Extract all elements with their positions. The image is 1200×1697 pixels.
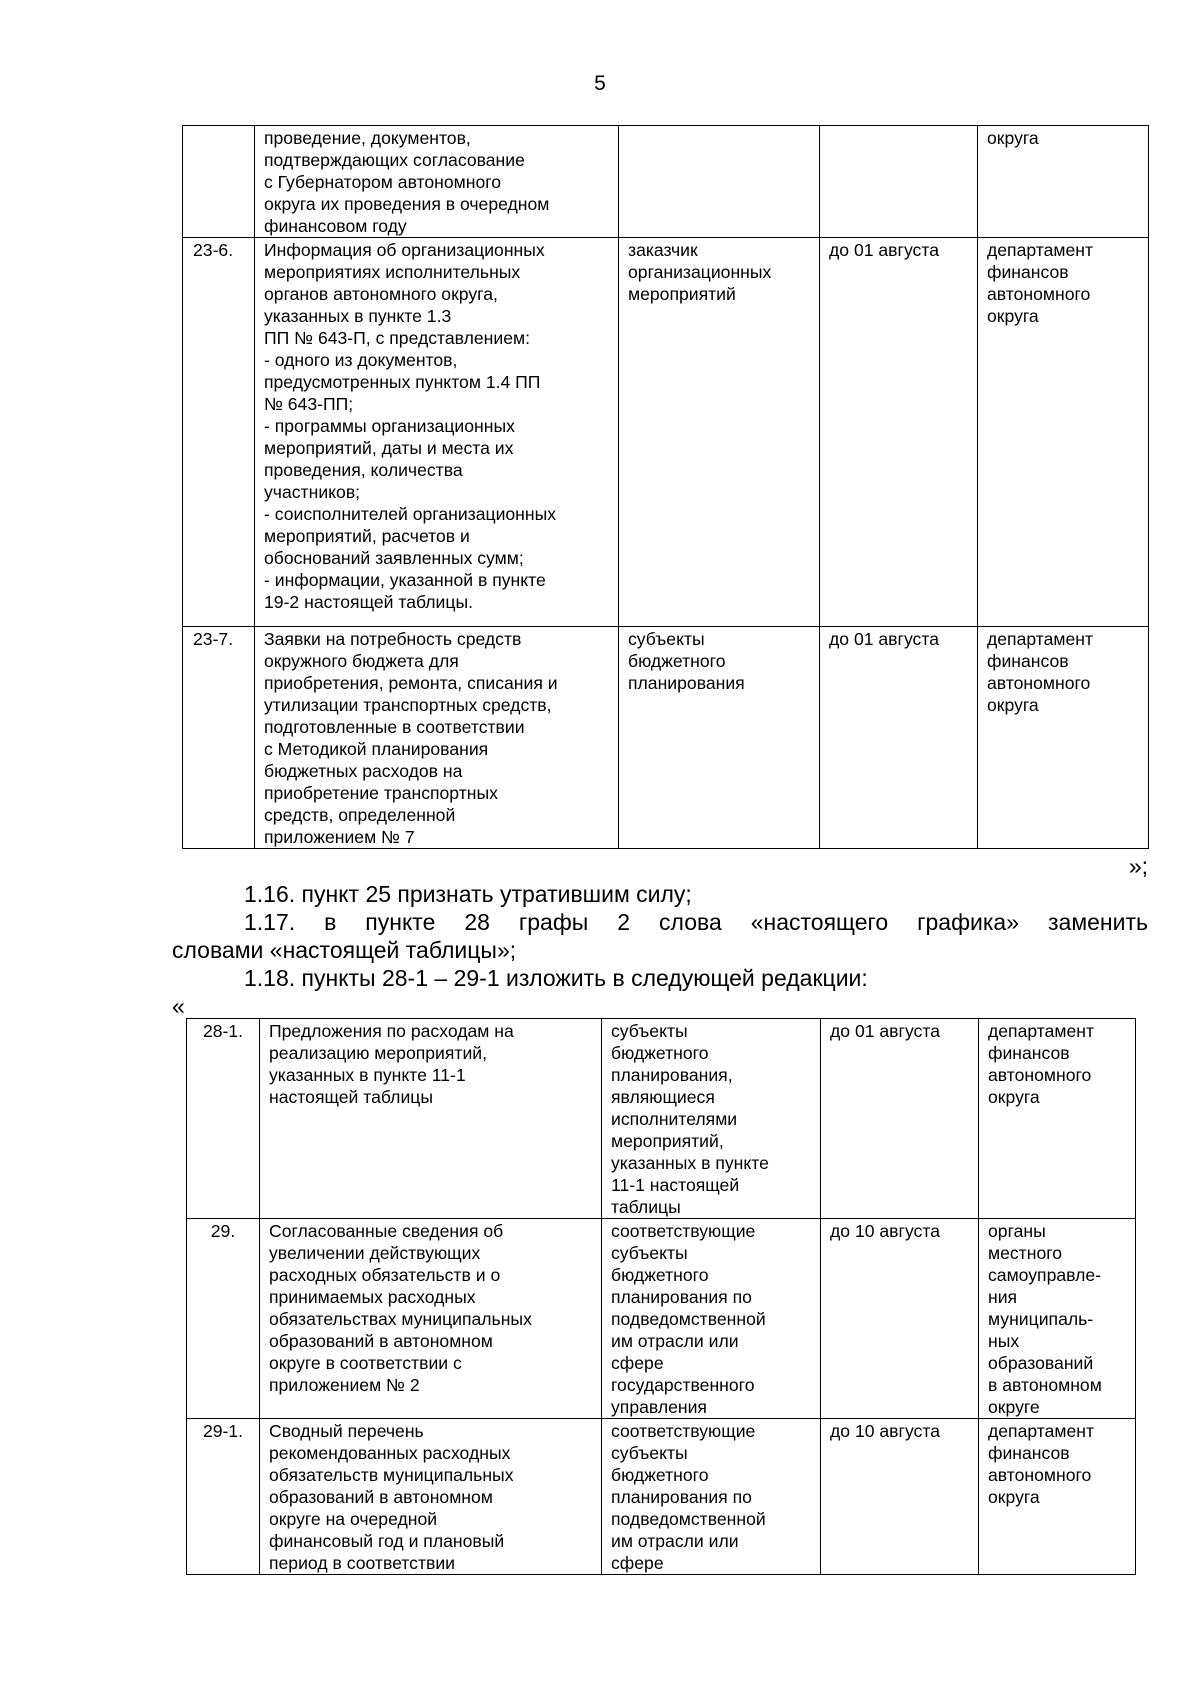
document-cell: Информация об организационных мероприятиях исполнительных органов автономного округа, указанных в пункте 1.3 ПП № 643-П, с представлением: - одного из документов, предусмотренных пунктом 1.4 ПП № 643-ПП; - программы организационных мероприятий, даты и места их проведения, количества участников; - соисполнителей организационных мероприятий, расчетов и обоснований заявленных сумм; - информации, указанной в пункте 19-2 настоящей таблицы. [255,238,619,627]
submitter-cell: соответствующие субъекты бюджетного планирования по подведомственной им отрасли или сфере [602,1419,821,1575]
closing-quote: »; [1128,853,1148,879]
table-row [183,238,1149,627]
deadline-cell: до 01 августа [821,1019,979,1219]
table-row [187,1019,1136,1219]
deadline-cell: до 10 августа [821,1419,979,1575]
recipient-cell: департамент финансов автономного округа [978,238,1149,627]
opening-quote: « [172,993,185,1019]
document-cell: Согласованные сведения об увеличении действующих расходных обязательств и о принимаемых расходных обязательствах муниципальных образований в автономном округе в соответствии с приложением № 2 [260,1219,602,1419]
document-cell: проведение, документов, подтверждающих согласование с Губернатором автономного округа их проведения в очередном финансовом году [255,126,619,238]
paragraph-1-18: 1.18. пункты 28-1 – 29-1 изложить в следующей редакции: [244,965,868,991]
recipient-cell: департамент финансов автономного округа [978,627,1149,849]
deadline-cell [820,126,978,238]
recipient-cell: округа [978,126,1149,238]
schedule-table-continuation [182,125,1149,849]
row-number [183,126,255,238]
row-number: 23-7. [183,627,255,849]
deadline-cell: до 10 августа [821,1219,979,1419]
submitter-cell: субъекты бюджетного планирования, являющиеся исполнителями мероприятий, указанных в пункте 11-1 настоящей таблицы [602,1019,821,1219]
table-row [183,126,1149,238]
submitter-cell: заказчик организационных мероприятий [619,238,820,627]
submitter-cell [619,126,820,238]
document-cell: Заявки на потребность средств окружного бюджета для приобретения, ремонта, списания и утилизации транспортных средств, подготовленные в соответствии с Методикой планирования бюджетных расходов на приобретение транспортных средств, определенной приложением № 7 [255,627,619,849]
row-number: 29-1. [187,1419,260,1575]
table-row [187,1419,1136,1575]
document-cell: Предложения по расходам на реализацию мероприятий, указанных в пункте 11-1 настоящей таблицы [260,1019,602,1219]
row-number: 23-6. [183,238,255,627]
table-row [187,1219,1136,1419]
page-number: 5 [594,72,606,95]
schedule-table-new-items [186,1018,1136,1575]
table-row [183,627,1149,849]
submitter-cell: соответствующие субъекты бюджетного планирования по подведомственной им отрасли или сфере государственного управления [602,1219,821,1419]
row-number: 29. [187,1219,260,1419]
submitter-cell: субъекты бюджетного планирования [619,627,820,849]
paragraph-1-16: 1.16. пункт 25 признать утратившим силу; [244,881,692,907]
recipient-cell: департамент финансов автономного округа [979,1419,1136,1575]
deadline-cell: до 01 августа [820,627,978,849]
deadline-cell: до 01 августа [820,238,978,627]
paragraph-1-17-line-1: 1.17. в пункте 28 графы 2 слова «настоящего графика» заменить [244,909,1148,935]
document-cell: Сводный перечень рекомендованных расходных обязательств муниципальных образований в автономном округе на очередной финансовый год и плановый период в соответствии [260,1419,602,1575]
recipient-cell: департамент финансов автономного округа [979,1019,1136,1219]
row-number: 28-1. [187,1019,260,1219]
recipient-cell: органы местного самоуправле- ния муниципаль- ных образований в автономном округе [979,1219,1136,1419]
paragraph-1-17-line-2: словами «настоящей таблицы»; [172,937,517,963]
